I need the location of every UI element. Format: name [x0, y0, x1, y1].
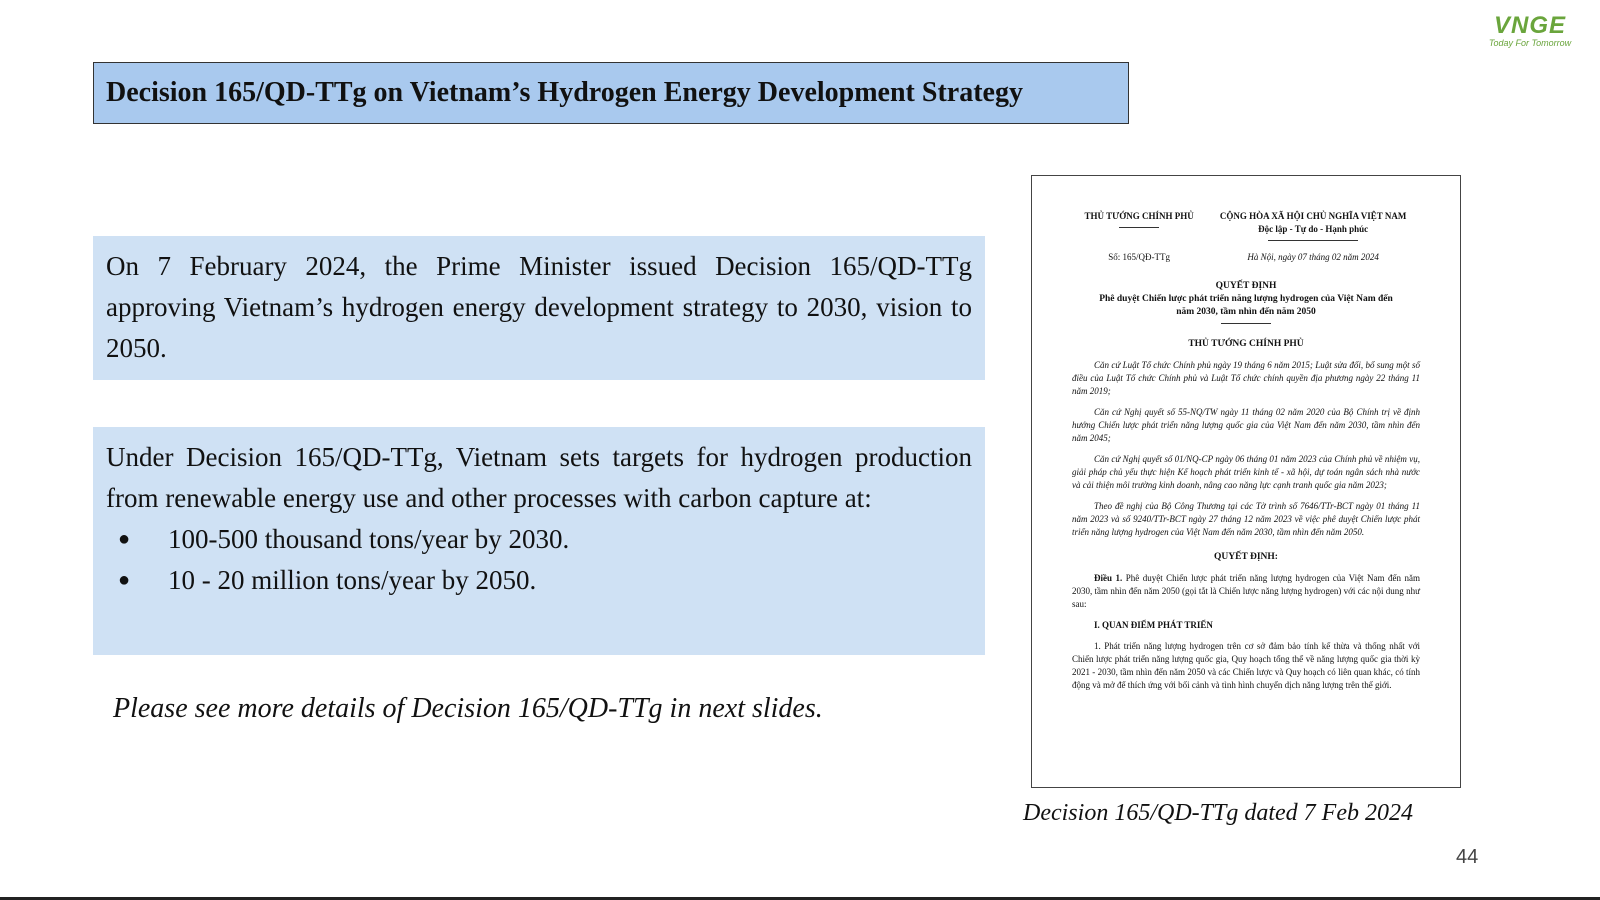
document-number: Số: 165/QĐ-TTg	[1108, 252, 1170, 262]
decides-heading: QUYẾT ĐỊNH:	[1214, 552, 1278, 562]
logo-tagline: Today For Tomorrow	[1488, 38, 1572, 48]
logo-mark: VNGE	[1493, 12, 1566, 39]
slide-title-box	[93, 62, 1129, 124]
document-type: QUYẾT ĐỊNH	[1215, 281, 1277, 291]
legal-basis: Căn cứ Nghị quyết số 55-NQ/TW ngày 11 tháng 02 năm 2020 của Bộ Chính trị về định hướng Chiến lược phát triển năng lượng quốc gia của Việt Nam đến năm 2030, tầm nhìn đến năm 2045;	[1072, 407, 1420, 443]
decision-document-image	[1031, 175, 1461, 788]
national-motto: Độc lập - Tự do - Hạnh phúc	[1258, 224, 1369, 234]
slide-title: Decision 165/QD-TTg on Vietnam’s Hydrogen Energy Development Strategy	[106, 77, 1023, 108]
divider	[1268, 240, 1358, 241]
document-subject: Phê duyệt Chiến lược phát triển năng lượng hydrogen của Việt Nam đến năm 2030, tầm nhìn đến năm 2050	[1099, 294, 1393, 317]
list-item: ● 100-500 thousand tons/year by 2030.	[106, 519, 972, 560]
org-name: THỦ TƯỚNG CHÍNH PHỦ	[1084, 211, 1194, 221]
document-org	[1072, 210, 1206, 245]
details-note: Please see more details of Decision 165/QD-TTg in next slides.	[113, 693, 823, 724]
document-country	[1206, 210, 1420, 245]
document-meta	[1072, 251, 1420, 264]
page-number: 44	[1456, 846, 1479, 868]
article-1	[1072, 572, 1420, 611]
list-item: ● 10 - 20 million tons/year by 2050.	[106, 560, 972, 601]
divider	[1221, 323, 1271, 324]
summary-text: On 7 February 2024, the Prime Minister issued Decision 165/QD-TTg approving Vietnam’s hydrogen energy development strategy to 2030, vision to 2050.	[106, 251, 972, 363]
article-1-text: Phê duyệt Chiến lược phát triển năng lượng hydrogen của Việt Nam đến năm 2030, tầm nhìn đến năm 2050 (gọi tắt là Chiến lược năng lượng hydrogen) với các nội dung như sau:	[1072, 573, 1420, 609]
document-authority: THỦ TƯỚNG CHÍNH PHỦ	[1188, 339, 1304, 349]
targets-box	[93, 427, 985, 655]
document-date: Hà Nội, ngày 07 tháng 02 năm 2024	[1247, 252, 1379, 262]
legal-basis: Căn cứ Luật Tổ chức Chính phủ ngày 19 tháng 6 năm 2015; Luật sửa đổi, bổ sung một số điều của Luật Tổ chức Chính phủ và Luật Tổ chức chính quyền địa phương ngày 22 tháng 11 năm 2019;	[1072, 360, 1420, 396]
section-heading: I. QUAN ĐIỂM PHÁT TRIỂN	[1094, 620, 1213, 630]
point-1: 1. Phát triển năng lượng hydrogen trên cơ sở đảm bảo tính kế thừa và thống nhất với Chiến lược phát triển năng lượng quốc gia, Quy hoạch tổng thể về năng lượng quốc gia thời kỳ 2021 - 2030, tầm nhìn đến năm 2050 và các Chiến lược và Quy hoạch có liên quan khác, có tính động và mở để thích ứng với bối cảnh và tình hình chuyển dịch năng lượng trên thế giới.	[1072, 641, 1420, 690]
country-name: CỘNG HÒA XÃ HỘI CHỦ NGHĨA VIỆT NAM	[1219, 211, 1407, 221]
divider	[1119, 227, 1159, 228]
summary-box	[93, 236, 985, 380]
document-header	[1072, 210, 1420, 245]
targets-list	[106, 519, 972, 601]
legal-basis: Căn cứ Nghị quyết số 01/NQ-CP ngày 06 tháng 01 năm 2023 của Chính phủ về nhiệm vụ, giải pháp chủ yếu thực hiện Kế hoạch phát triển kinh tế - xã hội, dự toán ngân sách nhà nước và cải thiện môi trường kinh doanh, nâng cao năng lực cạnh tranh quốc gia năm 2023;	[1072, 454, 1420, 490]
targets-text: Under Decision 165/QD-TTg, Vietnam sets targets for hydrogen production from renewable energy use and other processes with carbon capture at:	[106, 442, 972, 513]
article-1-label: Điều 1.	[1094, 573, 1123, 583]
document-caption: Decision 165/QD-TTg dated 7 Feb 2024	[1023, 800, 1413, 826]
vnge-logo	[1470, 12, 1590, 48]
legal-basis: Theo đề nghị của Bộ Công Thương tại các Tờ trình số 7646/TTr-BCT ngày 01 tháng 11 năm 2023 và số 9240/TTr-BCT ngày 27 tháng 12 năm 2023 về việc phê duyệt Chiến lược phát triển năng lượng hydrogen của Việt Nam đến năm 2030, tầm nhìn đến năm 2050.	[1072, 501, 1420, 537]
